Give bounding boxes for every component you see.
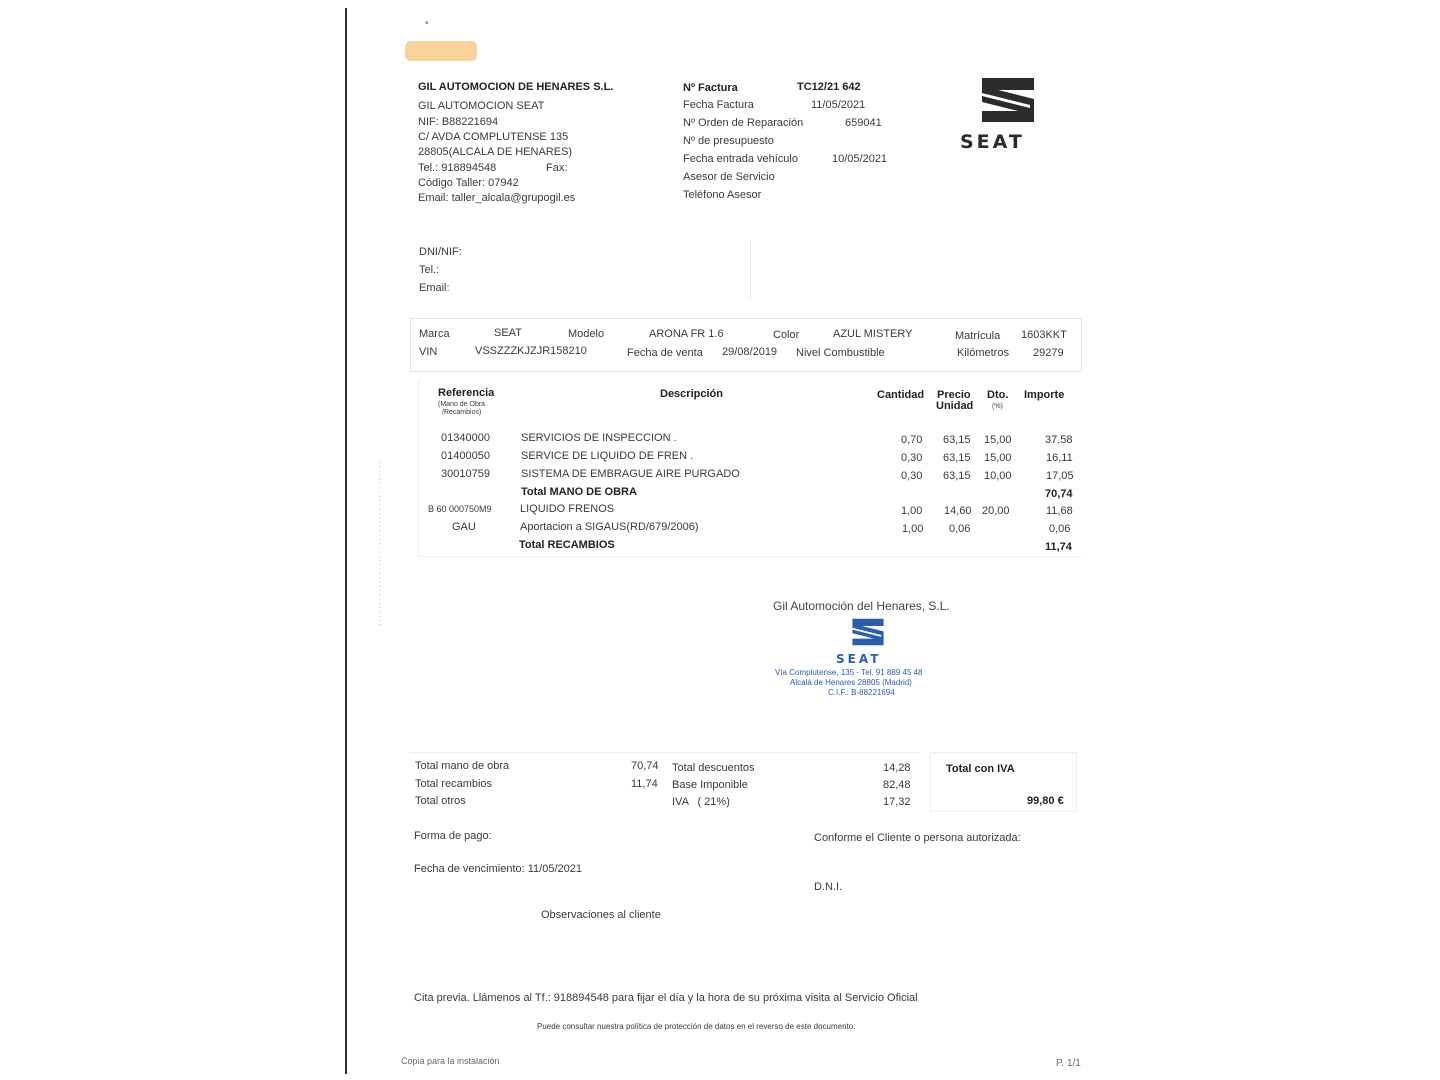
stamp-line3: C.I.F.: B-88221694 (828, 688, 895, 697)
row-price: 63,15 (943, 470, 971, 482)
grand-total-label: Total con IVA (946, 763, 1015, 775)
row-quantity: 0,30 (901, 470, 923, 482)
repair-order-label: Nº Orden de Reparación (683, 117, 804, 129)
company-tel: Tel.: 918894548 (418, 162, 497, 174)
invoice-date-value: 11/05/2021 (811, 99, 866, 111)
header-discount-sub: (%) (992, 403, 1003, 410)
entry-date-value: 10/05/2021 (832, 153, 888, 165)
vehicle-vin-label: VIN (419, 346, 438, 358)
totals-discounts-label: Total descuentos (672, 762, 755, 774)
row-amount: 16,11 (1046, 452, 1073, 464)
row-price: 0,06 (949, 523, 971, 535)
row-quantity: 0,70 (901, 434, 923, 446)
company-name: GIL AUTOMOCION DE HENARES S.L. (418, 81, 614, 93)
totals-discounts-value: 14,28 (883, 762, 911, 774)
stamp-seat-icon (850, 616, 886, 648)
row-quantity: 1,00 (901, 505, 923, 517)
vehicle-plate-label: Matrícula (955, 330, 1001, 342)
vehicle-vin-value: VSSZZZKJZJR158210 (475, 345, 587, 357)
row-ref: 01400050 (441, 450, 490, 462)
row-amount: 17,05 (1046, 470, 1074, 482)
line-items-box (418, 380, 1081, 557)
vehicle-model-value: ARONA FR 1.6 (649, 328, 724, 340)
client-tel-label: Tel.: (419, 264, 440, 276)
header-reference-sub1: (Mano de Obra (438, 401, 486, 408)
seat-logo-icon (978, 75, 1038, 125)
company-fax: Fax: (546, 162, 568, 174)
row-description: SERVICE DE LIQUIDO DE FREN . (521, 450, 694, 462)
vehicle-sale-date-label: Fecha de venta (627, 347, 703, 359)
row-description: SISTEMA DE EMBRAGUE AIRE PURGADO (521, 468, 740, 480)
copy-label: Copia para la instalación (401, 1056, 500, 1066)
invoice-number-label: Nº Factura (683, 82, 738, 94)
row-price: 14,60 (944, 505, 972, 517)
due-date-label: Fecha de vencimiento: 11/05/2021 (414, 863, 582, 875)
row-description: LIQUIDO FRENOS (520, 503, 615, 515)
invoice-number-value: TC12/21 642 (797, 81, 861, 93)
total-parts-label: Total RECAMBIOS (519, 539, 615, 551)
row-discount: 15,00 (984, 452, 1012, 464)
service-advisor-label: Asesor de Servicio (683, 171, 775, 183)
client-email-label: Email: (419, 282, 450, 294)
row-description: Aportacion a SIGAUS(RD/679/2006) (520, 521, 699, 533)
signature-dni-label: D.N.I. (814, 881, 843, 893)
row-price: 63,15 (943, 434, 971, 446)
row-amount: 0,06 (1049, 523, 1071, 535)
header-price-2: Unidad (936, 400, 974, 412)
totals-iva-label: IVA ( 21%) (672, 796, 730, 808)
company-city: 28805(ALCALA DE HENARES) (418, 146, 573, 158)
stamp-line1: Vía Complutense, 135 - Tel. 91 889 45 48 (775, 668, 923, 677)
total-labour-value: 70,74 (1045, 488, 1073, 500)
orange-tab-mark (405, 41, 477, 61)
row-ref: 01340000 (441, 432, 490, 444)
totals-labour-label: Total mano de obra (415, 760, 510, 772)
row-amount: 37,58 (1045, 434, 1073, 446)
vehicle-km-value: 29279 (1033, 347, 1064, 359)
vehicle-model-label: Modelo (568, 328, 605, 340)
row-discount: 10,00 (984, 470, 1012, 482)
totals-labour-value: 70,74 (631, 760, 659, 772)
privacy-note: Puede consultar nuestra política de protección de datos en el reverso de este documento. (537, 1022, 856, 1031)
totals-iva-value: 17,32 (883, 796, 911, 808)
row-price: 63,15 (943, 452, 971, 464)
header-quantity: Cantidad (877, 389, 925, 401)
row-amount: 11,68 (1046, 505, 1073, 517)
appointment-note: Cita previa. Llámenos al Tf.: 918894548 para fijar el día y la hora de su próxima visita al Servicio Oficial (414, 992, 918, 1004)
header-discount: Dto. (987, 389, 1009, 401)
company-nif: NIF: B88221694 (418, 116, 499, 128)
stamp-line2: Alcalá de Henares 28805 (Madrid) (790, 678, 912, 687)
total-labour-label: Total MANO DE OBRA (521, 486, 637, 498)
row-ref: 30010759 (441, 468, 490, 480)
row-ref: B 60 000750M9 (428, 504, 492, 514)
stamp-brand: SEAT (836, 652, 882, 666)
header-amount: Importe (1024, 389, 1065, 401)
corner-mark: • (425, 18, 429, 29)
vehicle-km-label: Kilómetros (957, 347, 1009, 359)
totals-parts-label: Total recambios (415, 778, 493, 790)
totals-parts-value: 11,74 (631, 778, 658, 790)
header-reference: Referencia (438, 387, 495, 399)
grand-total-value: 99,80 € (1027, 795, 1064, 807)
client-dni-label: DNI/NIF: (419, 246, 462, 258)
vehicle-sale-date-value: 29/08/2019 (722, 346, 778, 358)
row-quantity: 0,30 (901, 452, 923, 464)
budget-label: Nº de presupuesto (683, 135, 774, 147)
header-price-1: Precio (937, 389, 971, 401)
row-discount: 15,00 (984, 434, 1012, 446)
company-email: Email: taller_alcala@grupogil.es (418, 192, 576, 204)
company-line1: GIL AUTOMOCION SEAT (418, 100, 545, 112)
row-discount: 20,00 (982, 505, 1010, 517)
payment-method-label: Forma de pago: (414, 830, 492, 842)
observations-label: Observaciones al cliente (541, 909, 661, 921)
stamp-company: Gil Automoción del Henares, S.L. (773, 599, 950, 613)
totals-base-value: 82,48 (883, 779, 911, 791)
page-edge-rule (345, 8, 347, 1074)
repair-order-value: 659041 (845, 117, 882, 129)
page-number: P. 1/1 (1056, 1058, 1081, 1069)
vehicle-brand-label: Marca (419, 328, 450, 340)
vehicle-color-label: Color (773, 329, 800, 341)
totals-base-label: Base Imponible (672, 779, 748, 791)
vehicle-fuel-label: Nivel Combustible (796, 347, 885, 359)
vehicle-color-value: AZUL MISTERY (833, 328, 913, 340)
row-description: SERVICIOS DE INSPECCION . (521, 432, 677, 444)
row-quantity: 1,00 (902, 523, 924, 535)
vehicle-plate-value: 1603KKT (1021, 329, 1067, 341)
registry-side-text: · · · · · · · · · · · · · · · · · · · · · · · · · · · · · · · · · · · · · · · (376, 461, 384, 626)
total-parts-value: 11,74 (1045, 541, 1072, 553)
seat-logo-word: SEAT (960, 131, 1025, 153)
advisor-phone-label: Teléfono Asesor (683, 189, 762, 201)
entry-date-label: Fecha entrada vehículo (683, 153, 798, 165)
client-agreement-label: Conforme el Cliente o persona autorizada: (814, 832, 1021, 844)
company-workshop-code: Código Taller: 07942 (418, 177, 519, 189)
row-ref: GAU (452, 521, 476, 533)
company-address: C/ AVDA COMPLUTENSE 135 (418, 131, 569, 143)
vehicle-brand-value: SEAT (494, 327, 522, 339)
header-reference-sub2: /Recambios) (442, 409, 482, 416)
totals-others-label: Total otros (415, 795, 466, 807)
header-description: Descripción (660, 388, 723, 400)
invoice-date-label: Fecha Factura (683, 99, 754, 111)
